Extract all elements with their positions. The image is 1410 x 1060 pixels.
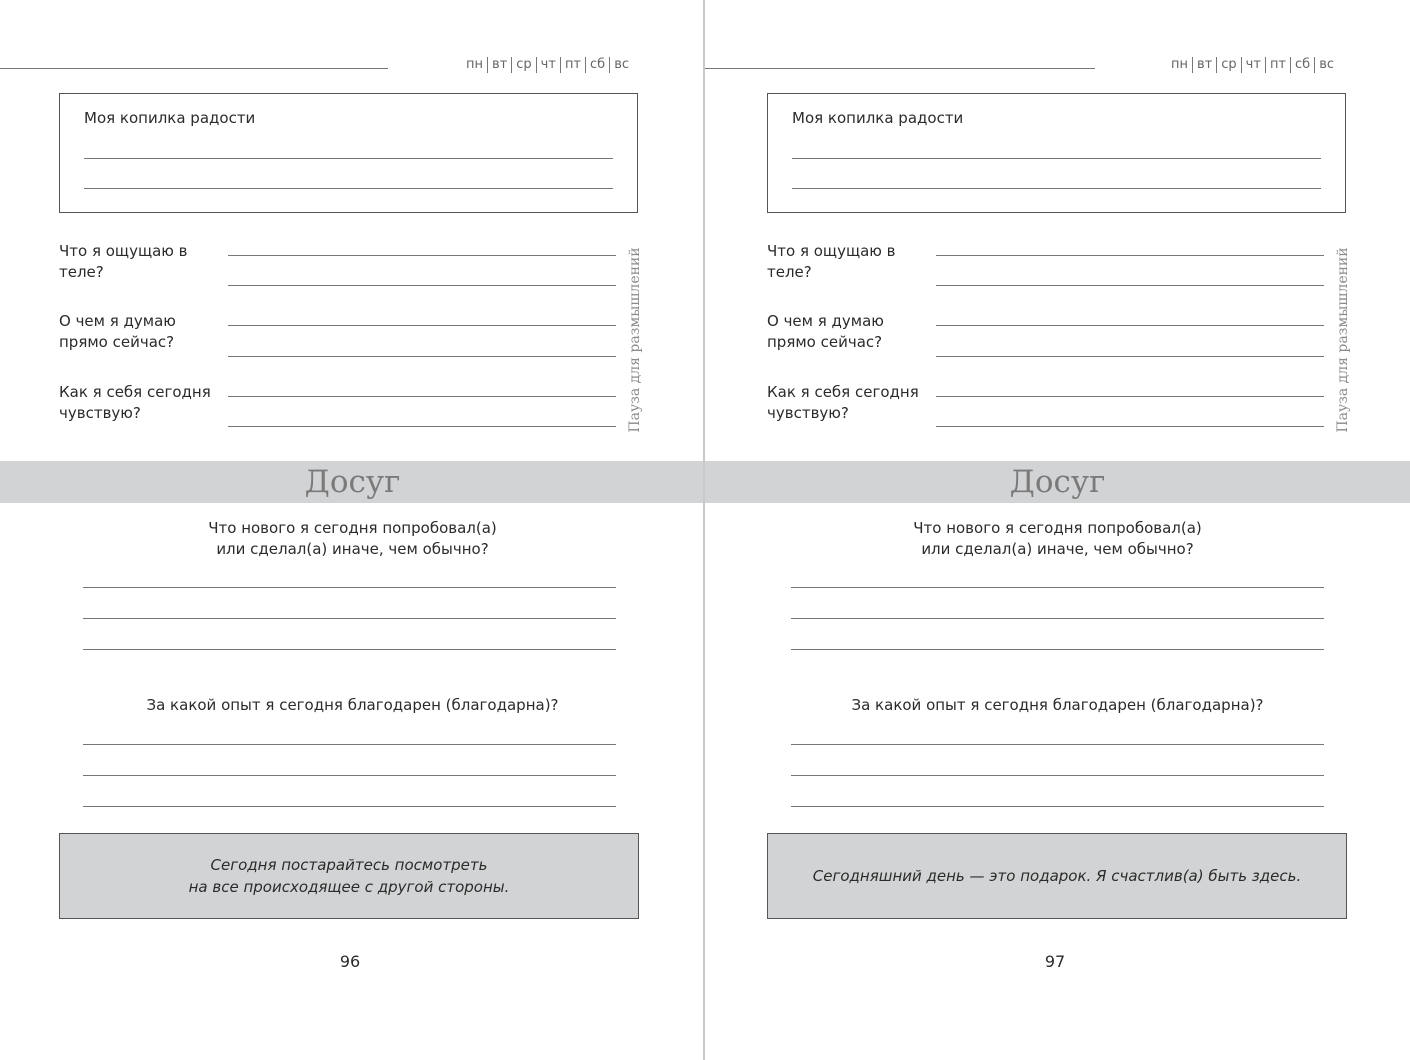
write-line[interactable] xyxy=(84,188,613,189)
write-line[interactable] xyxy=(83,744,616,745)
weekday-thu[interactable]: чт xyxy=(540,57,556,72)
question-body-label: Что я ощущаю в теле? xyxy=(59,242,188,281)
weekday-sun[interactable]: вс xyxy=(614,57,629,72)
weekday-fri[interactable]: пт xyxy=(1269,57,1287,72)
write-line[interactable] xyxy=(83,649,616,650)
side-label xyxy=(1330,248,1356,432)
write-line[interactable] xyxy=(83,618,616,619)
write-line[interactable] xyxy=(791,775,1324,776)
write-line[interactable] xyxy=(791,744,1324,745)
joy-box-title: Моя копилка радости xyxy=(792,109,964,127)
affirmation-note: Сегодняшний день — это подарок. Я счастлив(а) быть здесь. xyxy=(767,833,1347,919)
write-line[interactable] xyxy=(228,325,616,326)
write-line[interactable] xyxy=(228,285,616,286)
question-feeling-label: Как я себя сегодня чувствую? xyxy=(767,383,919,422)
page-right xyxy=(705,0,1410,1060)
weekday-thu[interactable]: чт xyxy=(1245,57,1261,72)
write-line[interactable] xyxy=(228,426,616,427)
side-label xyxy=(622,248,648,432)
write-line[interactable] xyxy=(791,806,1324,807)
write-line[interactable] xyxy=(792,188,1321,189)
write-line[interactable] xyxy=(936,325,1324,326)
weekday-fri[interactable]: пт xyxy=(564,57,582,72)
weekday-tue[interactable]: вт xyxy=(1197,57,1213,72)
joy-box xyxy=(59,93,638,213)
header-rule xyxy=(0,68,388,69)
weekday-mon[interactable]: пн xyxy=(1171,57,1189,72)
page-number: 96 xyxy=(339,952,361,971)
write-line[interactable] xyxy=(936,285,1324,286)
weekday-wed[interactable]: ср xyxy=(1221,57,1237,72)
weekday-sat[interactable]: сб xyxy=(1295,57,1311,72)
side-label-text: Пауза для размышлений xyxy=(1335,247,1351,433)
write-line[interactable] xyxy=(83,775,616,776)
weekday-sat[interactable]: сб xyxy=(590,57,606,72)
write-line[interactable] xyxy=(791,649,1324,650)
weekday-tue[interactable]: вт xyxy=(492,57,508,72)
question-grateful-label: За какой опыт я сегодня благодарен (благодарна)? xyxy=(851,696,1264,714)
write-line[interactable] xyxy=(936,255,1324,256)
question-new-label: Что нового я сегодня попробовал(а) или сделал(а) иначе, чем обычно? xyxy=(208,519,497,558)
write-line[interactable] xyxy=(83,587,616,588)
joy-box xyxy=(767,93,1346,213)
write-line[interactable] xyxy=(228,356,616,357)
question-thoughts-label: О чем я думаю прямо сейчас? xyxy=(767,312,884,351)
question-feeling-label: Как я себя сегодня чувствую? xyxy=(59,383,211,422)
question-new-label: Что нового я сегодня попробовал(а) или сделал(а) иначе, чем обычно? xyxy=(913,519,1202,558)
weekday-sun[interactable]: вс xyxy=(1319,57,1334,72)
write-line[interactable] xyxy=(228,255,616,256)
write-line[interactable] xyxy=(936,356,1324,357)
write-line[interactable] xyxy=(84,158,613,159)
question-grateful-label: За какой опыт я сегодня благодарен (благодарна)? xyxy=(146,696,559,714)
question-body-label: Что я ощущаю в теле? xyxy=(767,242,896,281)
weekday-mon[interactable]: пн xyxy=(466,57,484,72)
side-label-text: Пауза для размышлений xyxy=(627,247,643,433)
write-line[interactable] xyxy=(83,806,616,807)
section-title: Досуг xyxy=(304,464,401,500)
weekday-selector xyxy=(1167,57,1338,73)
write-line[interactable] xyxy=(791,618,1324,619)
weekday-selector xyxy=(462,57,633,73)
write-line[interactable] xyxy=(936,396,1324,397)
weekday-wed[interactable]: ср xyxy=(516,57,532,72)
section-title: Досуг xyxy=(1009,464,1106,500)
joy-box-title: Моя копилка радости xyxy=(84,109,256,127)
write-line[interactable] xyxy=(791,587,1324,588)
write-line[interactable] xyxy=(792,158,1321,159)
question-thoughts-label: О чем я думаю прямо сейчас? xyxy=(59,312,176,351)
write-line[interactable] xyxy=(228,396,616,397)
header-rule xyxy=(705,68,1095,69)
affirmation-note: Сегодня постарайтесь посмотреть на все происходящее с другой стороны. xyxy=(59,833,639,919)
page-number: 97 xyxy=(1044,952,1066,971)
write-line[interactable] xyxy=(936,426,1324,427)
